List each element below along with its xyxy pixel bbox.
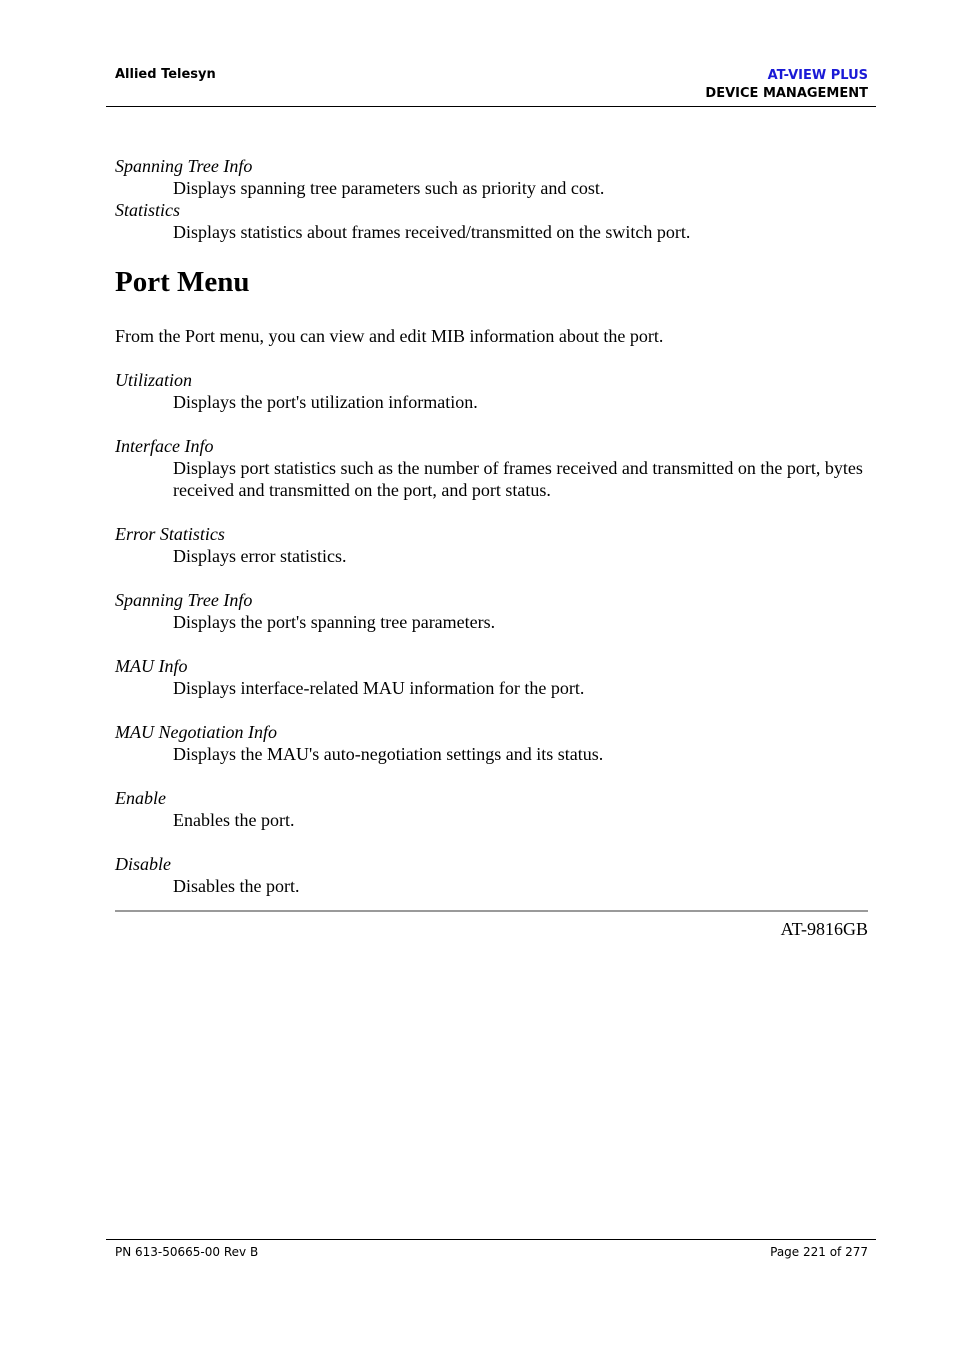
entry-description: Enables the port.: [173, 810, 295, 830]
footer-part-number: PN 613-50665-00 Rev B: [115, 1245, 259, 1259]
entry-term: Statistics: [115, 200, 181, 220]
entry-term: Interface Info: [115, 436, 214, 456]
menu-entry: [115, 589, 875, 633]
menu-entry: [115, 655, 875, 699]
entry-term: Enable: [115, 788, 166, 808]
page-content: [115, 155, 875, 897]
top-entry: [115, 155, 875, 199]
content-divider: [115, 910, 868, 912]
top-entry: [115, 199, 875, 243]
menu-entry: [115, 853, 875, 897]
footer-page-number: Page 221 of 277: [770, 1245, 868, 1259]
entry-term: Error Statistics: [115, 524, 225, 544]
entry-description: Displays spanning tree parameters such as priority and cost.: [173, 178, 605, 198]
entry-description: Displays error statistics.: [173, 546, 347, 566]
entry-description: Displays the MAU's auto-negotiation settings and its status.: [173, 744, 604, 764]
menu-entry: [115, 787, 875, 831]
header-company: Allied Telesyn: [115, 67, 216, 82]
section-title: Port Menu: [115, 266, 250, 298]
entry-term: Utilization: [115, 370, 193, 390]
menu-entry: [115, 369, 875, 413]
entry-description: Displays the port's spanning tree parameters.: [173, 612, 496, 632]
entry-term: Disable: [115, 854, 171, 874]
entry-description: Displays interface-related MAU information for the port.: [173, 678, 585, 698]
menu-entry: [115, 523, 875, 567]
model-label: AT-9816GB: [780, 919, 868, 939]
entry-term: MAU Negotiation Info: [115, 722, 277, 742]
section-intro: From the Port menu, you can view and edit MIB information about the port.: [115, 326, 664, 346]
header-product: AT-VIEW PLUS: [767, 68, 868, 83]
entry-description: Displays statistics about frames received/transmitted on the switch port.: [173, 222, 691, 242]
entry-description: Displays port statistics such as the number of frames received and transmitted on the port, bytes received and transmitted on the port, and port status.: [173, 458, 863, 500]
menu-entry: [115, 721, 875, 765]
footer-divider: [106, 1239, 876, 1240]
entry-term: MAU Info: [115, 656, 188, 676]
header-right: [705, 67, 868, 103]
menu-entry: [115, 435, 875, 501]
entry-description: Disables the port.: [173, 876, 300, 896]
entry-description: Displays the port's utilization information.: [173, 392, 478, 412]
entry-term: Spanning Tree Info: [115, 590, 253, 610]
header-divider: [106, 106, 876, 107]
header-section: DEVICE MANAGEMENT: [705, 86, 868, 101]
entry-term: Spanning Tree Info: [115, 156, 253, 176]
